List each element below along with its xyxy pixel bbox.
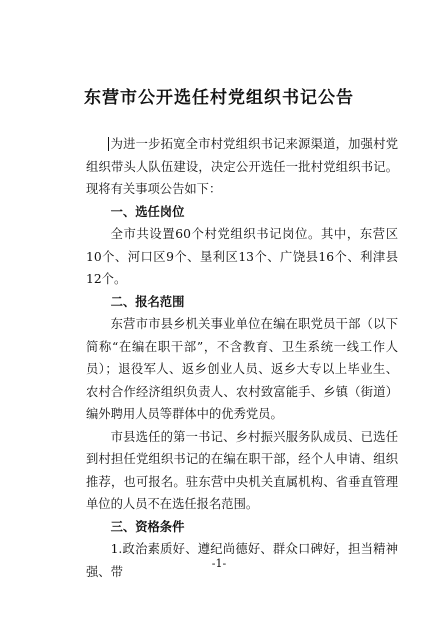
scope-paragraph-1: 东营市市县乡机关事业单位在编在职党员干部（以下简称“在编在职干部”，不含教育、卫生系统一线工作人员）；退役军人、返乡创业人员、返乡大专以上毕业生、农村合作经济组织负责人、农村致富能手、乡镇（街道）编外聘用人员等群体中的优秀党员。 [86,317,398,421]
section-heading-positions: 一、选任岗位 [110,204,185,219]
document-title: 东营市公开选任村党组织书记公告 [84,88,354,108]
qualifications-paragraph-1: 1.政治素质好、遵纪尚德好、群众口碑好，担当精神强、带 [86,542,398,579]
section-heading-qualifications: 三、资格条件 [110,519,185,534]
intro-text: 为进一步拓宽全市村党组织书记来源渠道，加强村党组织带头人队伍建设，决定公开选任一批村党组织书记。现将有关事项公告如下： [86,137,398,196]
scope-paragraph-2: 市县选任的第一书记、乡村振兴服务队成员、已选任到村担任党组织书记的在编在职干部，经个人申请、组织推荐，也可报名。驻东营中央机关直属机构、省垂直管理单位的人员不在选任报名范围。 [86,429,398,511]
intro-paragraph [86,133,398,201]
document-body [86,133,398,583]
section-heading-scope: 二、报名范围 [110,294,185,309]
page-number: -1- [211,557,227,570]
positions-paragraph: 全市共设置60个村党组织书记岗位。其中，东营区10个、河口区9个、垦利区13个、广饶县16个、利津县12个。 [86,227,398,286]
